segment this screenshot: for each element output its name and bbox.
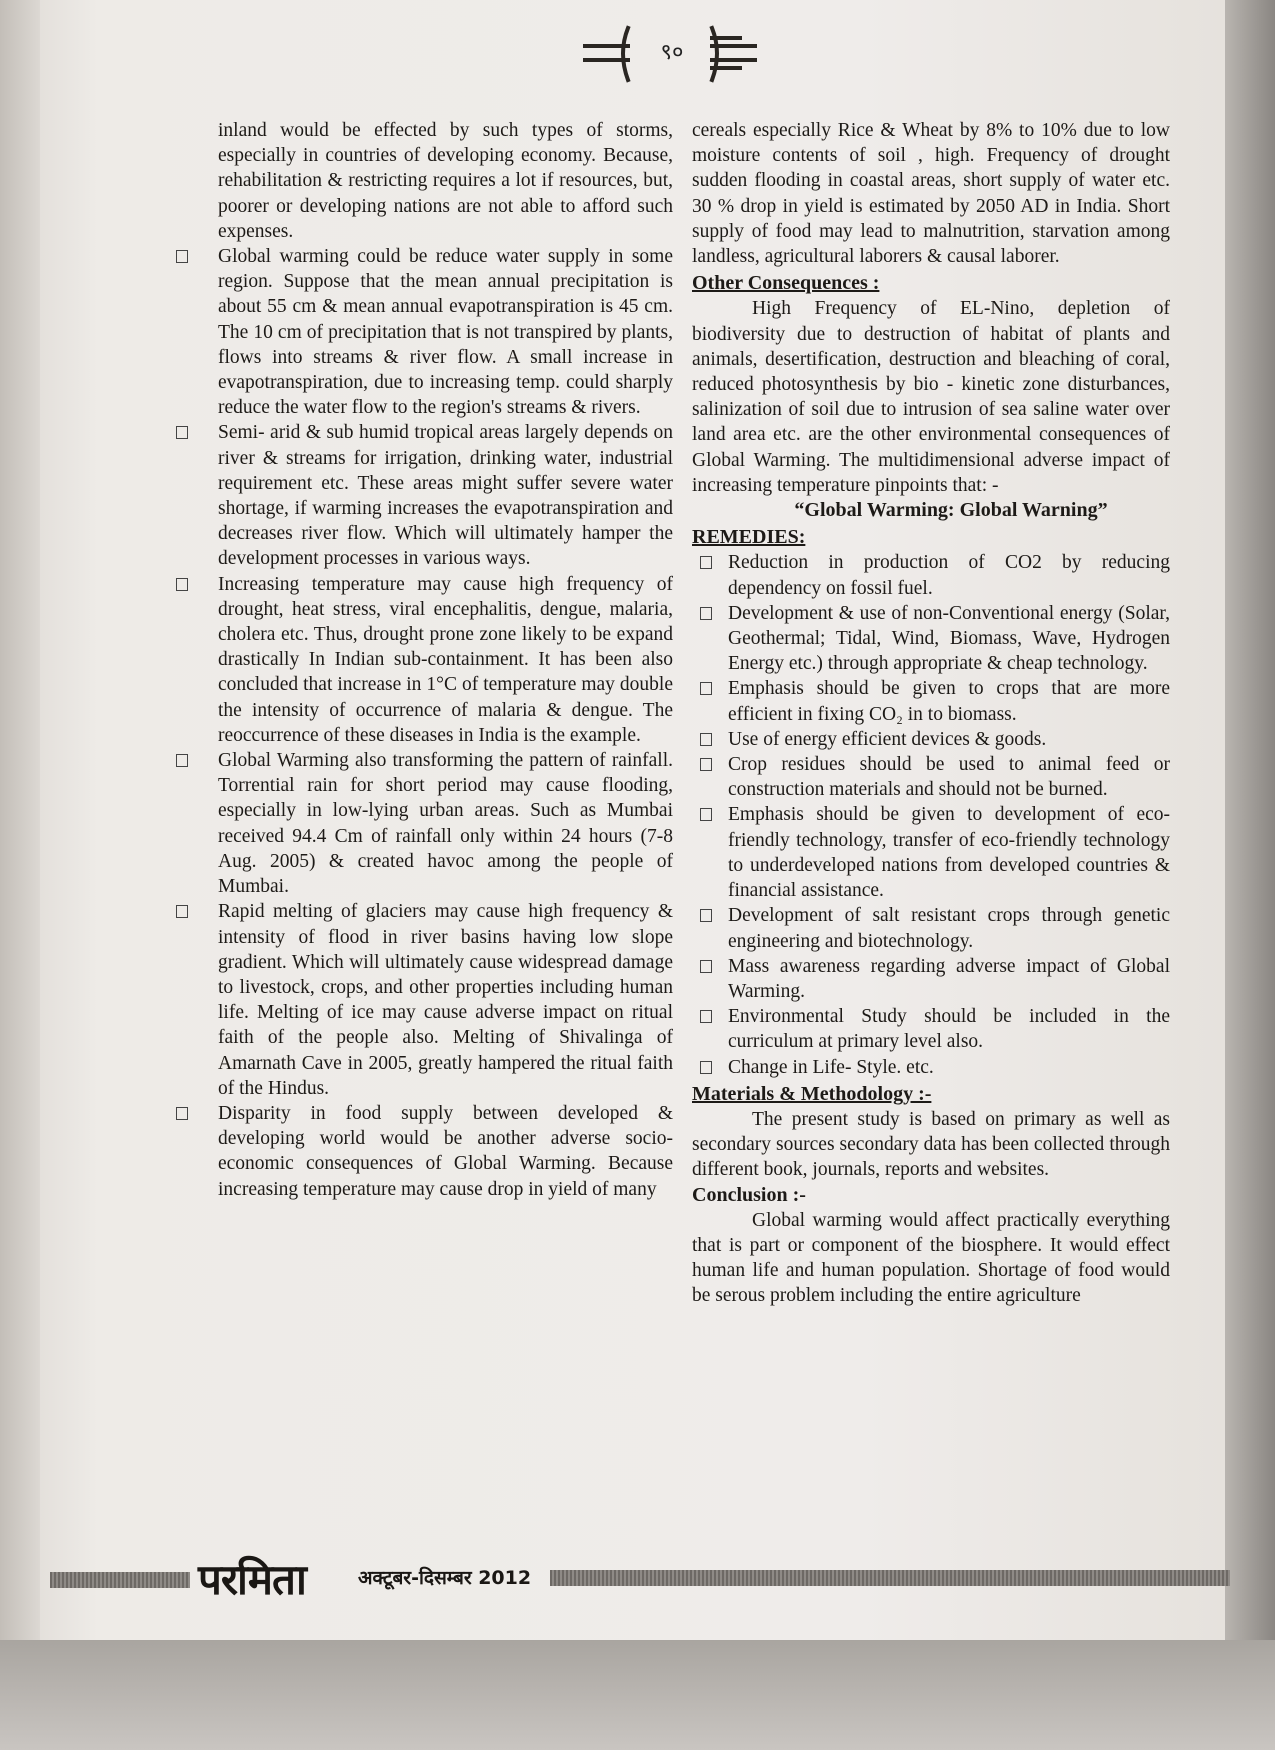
checkbox-icon <box>176 905 188 918</box>
remedy-item: Emphasis should be given to crops that are more efficient in fixing CO₂ in to biomass. <box>692 676 1170 726</box>
remedy-item: Crop residues should be used to animal feed or construction materials and should not be burned. <box>692 752 1170 802</box>
materials-heading: Materials & Methodology :- <box>692 1082 932 1105</box>
checkbox-icon <box>176 250 188 263</box>
checkbox-icon <box>700 682 712 695</box>
slogan: “Global Warming: Global Warning” <box>794 499 1108 522</box>
bullet-item: Global warming could be reduce water supply in some region. Suppose that the mean annual precipitation is about 55 cm & mean annual evapotranspiration is 45 cm. The 10 cm of precipitation that is not transpired by plants, flows into streams & river flow. A small increase in evapotranspiration, due to increasing temp. could sharply reduce the water flow to the region's streams & rivers. <box>218 244 673 420</box>
journal-name: परमिता <box>198 1555 306 1604</box>
checkbox-icon <box>700 607 712 620</box>
page-number: ९० <box>660 40 684 65</box>
other-consequences-heading: Other Consequences : <box>692 272 880 295</box>
checkbox-icon <box>700 808 712 821</box>
bullet-item: Disparity in food supply between developed & developing world would be another adverse socio-economic consequences of Global Warming. Because increasing temperature may cause drop in yield of many <box>218 1101 673 1202</box>
continued-paragraph: cereals especially Rice & Wheat by 8% to 10% due to low moisture contents of soil , high. Frequency of drought sudden flooding in coastal areas, short supply of water etc. 30 % drop in yield is estimated by 2050 AD in India. Short supply of food may lead to malnutrition, starvation among landless, agricultural laborers & causal laborer. <box>692 120 1170 268</box>
checkbox-icon <box>700 960 712 973</box>
remedy-item: Development & use of non-Conventional energy (Solar, Geothermal; Tidal, Wind, Biomass, Wave, Hydrogen Energy etc.) through appropriate & cheap technology. <box>692 601 1170 677</box>
checkbox-icon <box>176 754 188 767</box>
footer-rule <box>50 1572 190 1588</box>
issue-date: अक्टूबर-दिसम्बर 2012 <box>358 1567 532 1589</box>
checkbox-icon <box>176 1107 188 1120</box>
remedies-list <box>692 550 1170 1079</box>
checkbox-icon <box>700 758 712 771</box>
remedy-item: Environmental Study should be included in the curriculum at primary level also. <box>692 1004 1170 1054</box>
remedy-item: Reduction in production of CO2 by reducing dependency on fossil fuel. <box>692 550 1170 600</box>
checkbox-icon <box>700 1061 712 1074</box>
bullet-item: Rapid melting of glaciers may cause high frequency & intensity of flood in river basins having low slope gradient. Which will ultimately cause widespread damage to livestock, crops, and other properties including human life. Melting of ice may cause adverse impact on ritual faith of the people also. Melting of Shivalinga of Amarnath Cave in 2005, greatly hampered the ritual faith of the Hindus. <box>218 899 673 1101</box>
remedy-item: Use of energy efficient devices & goods. <box>692 727 1170 752</box>
page-header <box>560 18 780 88</box>
remedy-item: Change in Life- Style. etc. <box>692 1055 1170 1080</box>
checkbox-icon <box>700 556 712 569</box>
footer-rule <box>550 1570 1230 1586</box>
remedies-heading: REMEDIES: <box>692 526 806 549</box>
other-consequences-paragraph: High Frequency of EL-Nino, depletion of biodiversity due to destruction of habitat of plants and animals, desertification, destruction and bleaching of coral, reduced photosynthesis by bio - kinetic zone disturbances, salinization of soil due to intrusion of sea saline water over land area etc. are the other environmental consequences of Global Warming. The multidimensional adverse impact of increasing temperature pinpoints that: - <box>692 298 1170 496</box>
checkbox-icon <box>176 426 188 439</box>
checkbox-icon <box>700 1010 712 1023</box>
page-bottom-shadow <box>0 1640 1275 1750</box>
right-column <box>692 118 1170 1309</box>
bullet-item: Increasing temperature may cause high frequency of drought, heat stress, viral encephalitis, dengue, malaria, cholera etc. Thus, drought prone zone likely to be expand drastically In Indian sub-containment. It has been also concluded that increase in 1°C of temperature may double the intensity of occurrence of malaria & dengue. The reoccurrence of these diseases in India is the example. <box>218 572 673 748</box>
conclusion-paragraph: Global warming would affect practically everything that is part or component of the biosphere. It would effect human life and human population. Shortage of food would be serous problem including the entire agriculture <box>692 1209 1170 1307</box>
remedy-item: Development of salt resistant crops through genetic engineering and biotechnology. <box>692 903 1170 953</box>
checkbox-icon <box>176 578 188 591</box>
conclusion-heading: Conclusion :- <box>692 1183 806 1206</box>
page-binding-edge <box>0 0 40 1640</box>
bullet-item: Global Warming also transforming the pattern of rainfall. Torrential rain for short period may cause flooding, especially in low-lying urban areas. Such as Mumbai received 94.4 Cm of rainfall only within 24 hours (7-8 Aug. 2005) & created havoc among the people of Mumbai. <box>218 748 673 899</box>
checkbox-icon <box>700 909 712 922</box>
materials-paragraph: The present study is based on primary as well as secondary sources secondary data has been collected through different book, journals, reports and websites. <box>692 1108 1170 1181</box>
page-right-shadow <box>1225 0 1275 1750</box>
remedy-item: Mass awareness regarding adverse impact of Global Warming. <box>692 954 1170 1004</box>
intro-paragraph: inland would be effected by such types of storms, especially in countries of developing economy. Because, rehabilitation & restricting requires a lot if resources, but, poorer or developing nations are not able to afford such expenses. <box>218 120 673 242</box>
left-column <box>218 118 673 1202</box>
bullet-item: Semi- arid & sub humid tropical areas largely depends on river & streams for irrigation, drinking water, industrial requirement etc. These areas might suffer severe water shortage, if warming increases the evapotranspiration and decreases river flow. Which will ultimately hamper the development processes in various ways. <box>218 420 673 571</box>
page-footer <box>40 1550 1225 1610</box>
remedy-item: Emphasis should be given to development of eco-friendly technology, transfer of eco-friendly technology to underdeveloped nations from developed countries & financial assistance. <box>692 802 1170 903</box>
checkbox-icon <box>700 733 712 746</box>
